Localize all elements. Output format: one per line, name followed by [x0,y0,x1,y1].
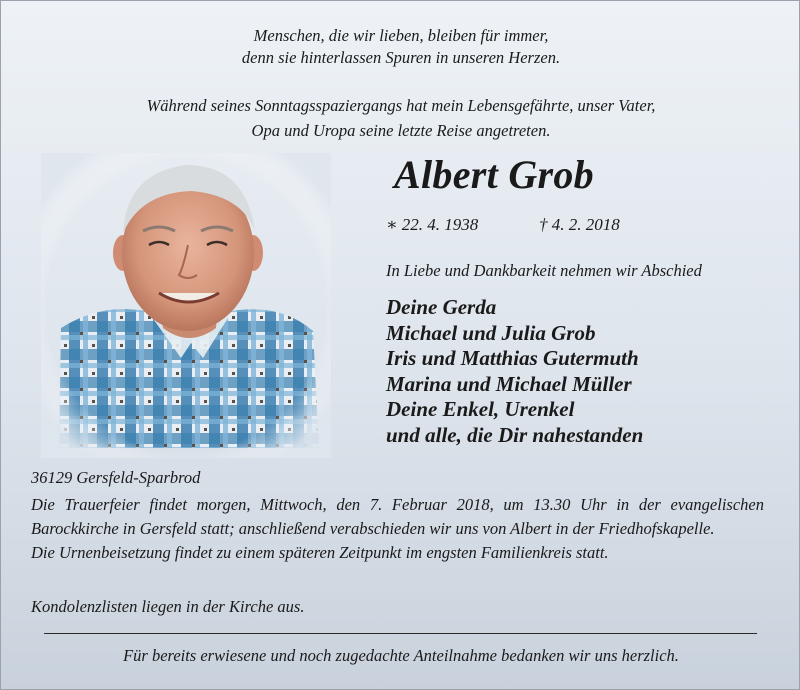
mourner: Iris und Matthias Gutermuth [386,346,639,370]
motto-line-2: denn sie hinterlassen Spuren in unseren Herzen. [241,48,561,67]
mourner: und alle, die Dir nahestanden [386,422,644,447]
service-paragraph: Die Trauerfeier findet morgen, Mittwoch, den 7. Februar 2018, um 13.30 Uhr in der evangelischen Barockkirche in Gersfeld statt; anschließend verabschieden wir uns von Albert in der Friedhofskapelle. [31,495,764,538]
thanks-note: Für bereits erwiesene und noch zugedachte Anteilnahme bedanken wir uns herzlich. [123,646,679,665]
birth-date: ∗ 22. 4. 1938 [386,215,479,234]
burial-paragraph: Die Urnenbeisetzung findet zu einem späteren Zeitpunkt im engsten Familienkreis statt. [31,543,609,562]
mourner: Deine Gerda [386,295,497,319]
condolence-note: Kondolenzlisten liegen in der Kirche aus. [31,597,305,616]
service-info [31,493,764,565]
intro-line-1: Während seines Sonntagsspaziergangs hat mein Lebensgefährte, unser Vater, [146,96,656,115]
farewell-text: In Liebe und Dankbarkeit nehmen wir Abschied [386,261,702,280]
motto [1,25,800,69]
divider [44,633,757,634]
deceased-name: Albert Grob [394,152,594,197]
death-date: † 4. 2. 2018 [539,215,620,234]
portrait-photo [41,153,331,458]
mourner: Michael und Julia Grob [386,320,596,345]
mourner: Marina und Michael Müller [386,371,632,396]
location: 36129 Gersfeld-Sparbrod [31,468,201,487]
intro-line-2: Opa und Uropa seine letzte Reise angetreten. [251,121,551,140]
motto-line-1: Menschen, die wir lieben, bleiben für immer, [253,26,549,45]
portrait-icon [41,153,331,458]
intro [1,93,800,143]
mourner: Deine Enkel, Urenkel [386,397,575,421]
mourners-list [386,295,643,448]
